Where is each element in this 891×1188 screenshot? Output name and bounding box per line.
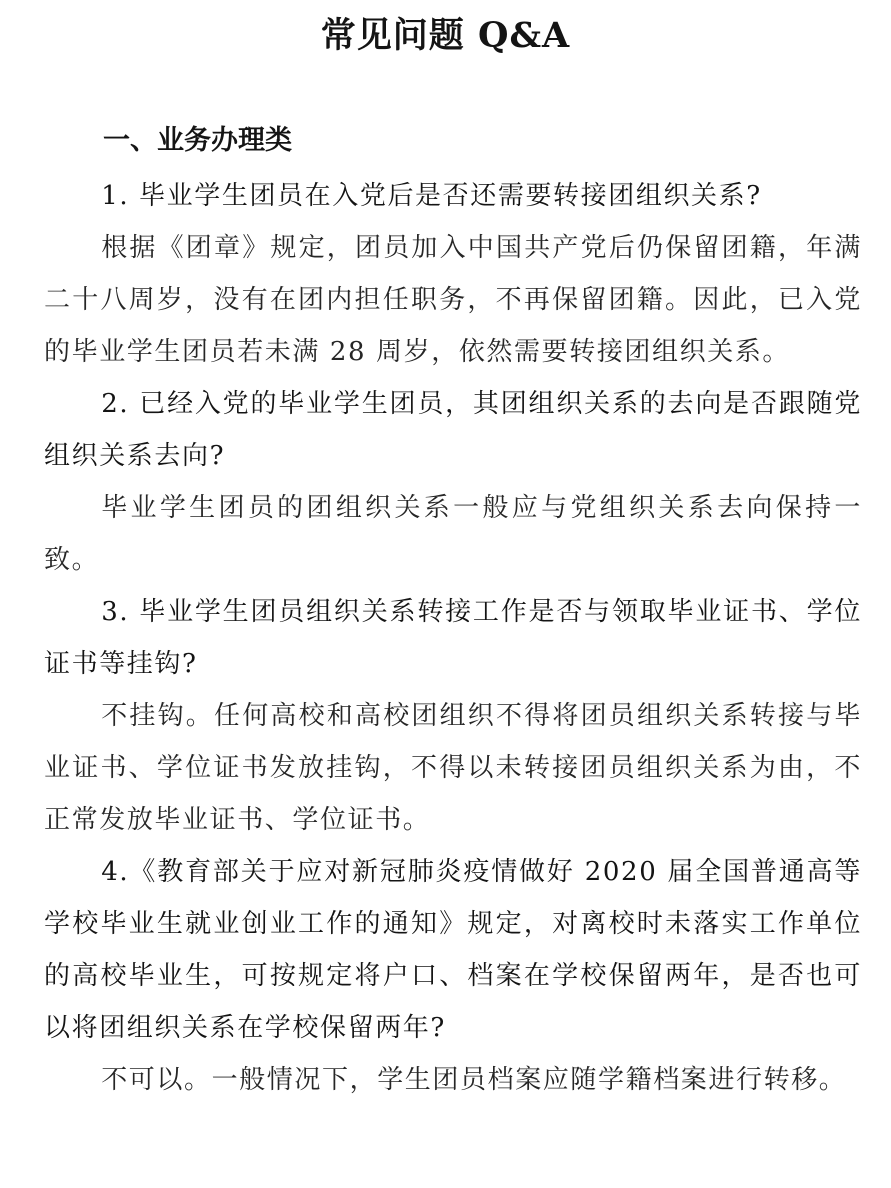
faq-body bbox=[44, 170, 862, 1106]
section-heading: 一、业务办理类 bbox=[103, 125, 292, 156]
faq-question-1: 1. 毕业学生团员在入党后是否还需要转接团组织关系? bbox=[101, 181, 762, 211]
page-title: 常见问题 Q&A bbox=[320, 15, 571, 56]
faq-question-4: 4.《教育部关于应对新冠肺炎疫情做好 2020 届全国普通高等学校毕业生就业创业工作的通知》规定，对离校时未落实工作单位的高校毕业生，可按规定将户口、档案在学校保留两年，是否也可以将团组织关系在学校保留两年? bbox=[44, 857, 862, 1043]
faq-question-2: 2. 已经入党的毕业学生团员，其团组织关系的去向是否跟随党组织关系去向? bbox=[44, 389, 862, 471]
faq-answer-2: 毕业学生团员的团组织关系一般应与党组织关系去向保持一致。 bbox=[44, 493, 862, 575]
faq-answer-3: 不挂钩。任何高校和高校团组织不得将团员组织关系转接与毕业证书、学位证书发放挂钩，不得以未转接团员组织关系为由，不正常发放毕业证书、学位证书。 bbox=[44, 701, 862, 835]
faq-question-3: 3. 毕业学生团员组织关系转接工作是否与领取毕业证书、学位证书等挂钩? bbox=[44, 597, 862, 679]
faq-answer-4: 不可以。一般情况下，学生团员档案应随学籍档案进行转移。 bbox=[101, 1065, 847, 1095]
faq-answer-1: 根据《团章》规定，团员加入中国共产党后仍保留团籍，年满二十八周岁，没有在团内担任职务，不再保留团籍。因此，已入党的毕业学生团员若未满 28 周岁，依然需要转接团组织关系。 bbox=[44, 233, 862, 367]
